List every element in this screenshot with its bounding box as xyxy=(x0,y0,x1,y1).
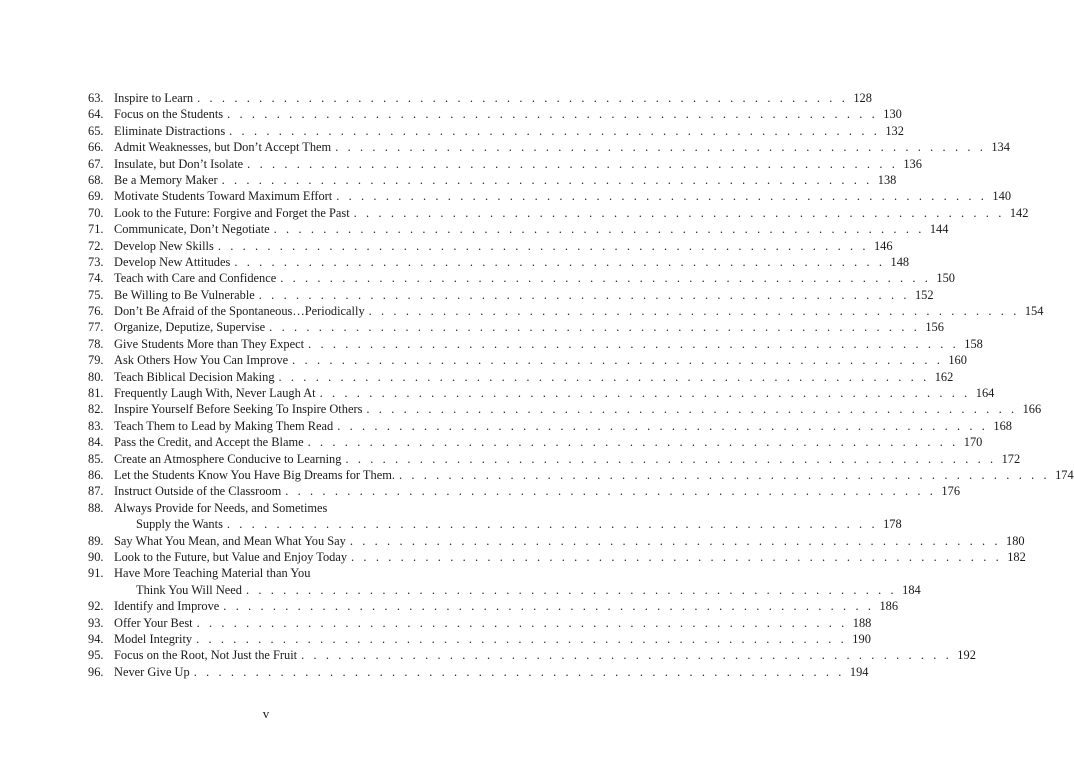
entry-number: 81. xyxy=(88,386,104,401)
dot-leader: . . . . . . . . . . . . . . . . . . . . . . . . . . . . . . . . . . . . . . . . . . . . . . . . . . . . . xyxy=(245,582,897,597)
toc-entry xyxy=(88,434,983,450)
toc-entry xyxy=(88,172,897,188)
entry-number: 86. xyxy=(88,467,104,482)
entry-number: 69. xyxy=(88,189,104,204)
dot-leader: . . . . . . . . . . . . . . . . . . . . . . . . . . . . . . . . . . . . . . . . . . . . . . . . . . . . . xyxy=(292,353,943,368)
entry-page-number: 128 xyxy=(853,91,872,105)
dot-leader: . . . . . . . . . . . . . . . . . . . . . . . . . . . . . . . . . . . . . . . . . . . . . . . . . . . . . xyxy=(226,517,878,532)
entry-number: 82. xyxy=(88,402,104,417)
entry-page-number: 158 xyxy=(964,336,983,351)
entry-number: 88. xyxy=(88,500,104,515)
toc-entry xyxy=(88,123,904,139)
toc-entry xyxy=(88,336,983,352)
entry-page-number: 168 xyxy=(993,418,1012,433)
entry-number: 65. xyxy=(88,123,104,138)
entry-number: 79. xyxy=(88,353,104,368)
dot-leader: . . . . . . . . . . . . . . . . . . . . . . . . . . . . . . . . . . . . . . . . . . . . . . . . . . . . . xyxy=(223,599,875,614)
entry-number: 72. xyxy=(88,238,104,253)
dot-leader: . . . . . . . . . . . . . . . . . . . . . . . . . . . . . . . . . . . . . . . . . . . . . . . . . . . . . xyxy=(258,287,910,302)
dot-leader: . . . . . . . . . . . . . . . . . . . . . . . . . . . . . . . . . . . . . . . . . . . . . . . . . . . . . xyxy=(197,91,848,105)
toc-entry-continuation xyxy=(88,516,902,532)
page-number: v xyxy=(262,706,270,721)
dot-leader: . . . . . . . . . . . . . . . . . . . . . . . . . . . . . . . . . . . . . . . . . . . . . . . . . . . . . xyxy=(196,631,847,646)
toc-entry xyxy=(88,106,902,122)
entry-title: Model Integrity xyxy=(114,631,193,646)
entry-title: Look to the Future, but Value and Enjoy Today xyxy=(114,549,348,564)
entry-number: 75. xyxy=(88,287,104,302)
entry-title: Offer Your Best xyxy=(114,615,193,630)
toc-entry xyxy=(88,221,949,237)
toc-entry xyxy=(88,352,967,368)
entry-title: Inspire to Learn xyxy=(114,91,194,105)
entry-number: 70. xyxy=(88,205,104,220)
entry-number: 80. xyxy=(88,369,104,384)
entry-page-number: 136 xyxy=(903,156,922,171)
dot-leader: . . . . . . . . . . . . . . . . . . . . . . . . . . . . . . . . . . . . . . . . . . . . . . . . . . . . . xyxy=(368,304,1020,319)
entry-number: 78. xyxy=(88,336,104,351)
dot-leader: . . . . . . . . . . . . . . . . . . . . . . . . . . . . . . . . . . . . . . . . . . . . . . . . . . . . . xyxy=(337,418,988,433)
entry-title: Frequently Laugh With, Never Laugh At xyxy=(114,386,316,401)
dot-leader: . . . . . . . . . . . . . . . . . . . . . . . . . . . . . . . . . . . . . . . . . . . . . . . . . . . . . xyxy=(398,467,1050,482)
entry-title: Don’t Be Afraid of the Spontaneous…Periodically xyxy=(114,304,365,319)
entry-page-number: 144 xyxy=(929,222,949,237)
entry-page-number: 188 xyxy=(852,615,872,630)
entry-title: Be a Memory Maker xyxy=(114,172,218,187)
toc-entry xyxy=(88,500,454,516)
dot-leader: . . . . . . . . . . . . . . . . . . . . . . . . . . . . . . . . . . . . . . . . . . . . . . . . . . . . . xyxy=(353,205,1005,220)
entry-title: Teach Them to Lead by Making Them Read xyxy=(114,418,334,433)
dot-leader: . . . . . . . . . . . . . . . . . . . . . . . . . . . . . . . . . . . . . . . . . . . . . . . . . . . . . xyxy=(221,172,873,187)
entry-page-number: 142 xyxy=(1009,205,1029,220)
entry-title: Ask Others How You Can Improve xyxy=(114,353,289,368)
entry-page-number: 134 xyxy=(991,140,1010,155)
toc-entry xyxy=(88,467,1074,483)
entry-page-number: 132 xyxy=(885,123,904,138)
toc-entry xyxy=(88,205,1029,221)
dot-leader: . . . . . . . . . . . . . . . . . . . . . . . . . . . . . . . . . . . . . . . . . . . . . . . . . . . . . xyxy=(193,664,845,679)
entry-page-number: 150 xyxy=(936,271,955,286)
entry-page-number: 154 xyxy=(1024,304,1044,319)
toc-entry xyxy=(88,319,944,335)
entry-title: Instruct Outside of the Classroom xyxy=(114,484,282,499)
entry-title: Identify and Improve xyxy=(114,599,220,614)
toc-entry xyxy=(88,401,1042,417)
entry-page-number: 152 xyxy=(914,287,934,302)
toc-entry xyxy=(88,287,934,303)
entry-number: 92. xyxy=(88,599,104,614)
entry-page-number: 156 xyxy=(925,320,944,335)
entry-title: Always Provide for Needs, and Sometimes xyxy=(114,500,328,515)
entry-number: 68. xyxy=(88,172,104,187)
dot-leader: . . . . . . . . . . . . . . . . . . . . . . . . . . . . . . . . . . . . . . . . . . . . . . . . . . . . . xyxy=(234,254,886,269)
entry-number: 93. xyxy=(88,615,104,630)
entry-page-number: 162 xyxy=(934,369,954,384)
dot-leader: . . . . . . . . . . . . . . . . . . . . . . . . . . . . . . . . . . . . . . . . . . . . . . . . . . . . . xyxy=(345,451,997,466)
entry-page-number: 148 xyxy=(890,254,910,269)
entry-number: 91. xyxy=(88,566,104,581)
entry-number: 85. xyxy=(88,451,104,466)
dot-leader: . . . . . . . . . . . . . . . . . . . . . . . . . . . . . . . . . . . . . . . . . . . . . . . . . . . . . xyxy=(319,386,971,401)
entry-title: Let the Students Know You Have Big Dreams for Them. xyxy=(114,467,395,482)
toc-entry xyxy=(88,156,922,172)
dot-leader: . . . . . . . . . . . . . . . . . . . . . . . . . . . . . . . . . . . . . . . . . . . . . . . . . . . . . xyxy=(278,369,930,384)
dot-leader: . . . . . . . . . . . . . . . . . . . . . . . . . . . . . . . . . . . . . . . . . . . . . . . . . . . . . xyxy=(227,107,878,122)
toc-entry xyxy=(88,565,454,581)
dot-leader: . . . . . . . . . . . . . . . . . . . . . . . . . . . . . . . . . . . . . . . . . . . . . . . . . . . . . xyxy=(269,320,920,335)
entry-number: 95. xyxy=(88,648,104,663)
toc-entry-continuation xyxy=(88,582,921,598)
dot-leader: . . . . . . . . . . . . . . . . . . . . . . . . . . . . . . . . . . . . . . . . . . . . . . . . . . . . . xyxy=(301,648,952,663)
entry-number: 76. xyxy=(88,304,104,319)
toc-entry xyxy=(88,483,961,499)
entry-title: Pass the Credit, and Accept the Blame xyxy=(114,435,304,450)
entry-title: Insulate, but Don’t Isolate xyxy=(114,156,244,171)
entry-page-number: 176 xyxy=(941,484,961,499)
entry-title: Develop New Skills xyxy=(114,238,214,253)
entry-title: Develop New Attitudes xyxy=(114,254,231,269)
entry-number: 71. xyxy=(88,222,104,237)
toc-entry xyxy=(88,188,1012,204)
entry-number: 66. xyxy=(88,140,104,155)
toc-entry xyxy=(88,385,995,401)
entry-number: 90. xyxy=(88,549,104,564)
entry-title: Say What You Mean, and Mean What You Say xyxy=(114,533,346,548)
toc-entry xyxy=(88,270,955,286)
entry-title: Teach Biblical Decision Making xyxy=(114,369,275,384)
entry-page-number: 140 xyxy=(992,189,1012,204)
entry-page-number: 172 xyxy=(1001,451,1021,466)
entry-page-number: 174 xyxy=(1055,467,1074,482)
dot-leader: . . . . . . . . . . . . . . . . . . . . . . . . . . . . . . . . . . . . . . . . . . . . . . . . . . . . . xyxy=(335,140,986,155)
entry-page-number: 192 xyxy=(957,648,976,663)
entry-title-continuation: Think You Will Need xyxy=(136,582,242,597)
entry-title: Give Students More than They Expect xyxy=(114,336,305,351)
dot-leader: . . . . . . . . . . . . . . . . . . . . . . . . . . . . . . . . . . . . . . . . . . . . . . . . . . . . . xyxy=(247,156,898,171)
entry-title: Look to the Future: Forgive and Forget the Past xyxy=(114,205,350,220)
entry-page-number: 186 xyxy=(879,599,899,614)
dot-leader: . . . . . . . . . . . . . . . . . . . . . . . . . . . . . . . . . . . . . . . . . . . . . . . . . . . . . xyxy=(273,222,925,237)
entry-number: 67. xyxy=(88,156,104,171)
entry-page-number: 138 xyxy=(877,172,897,187)
entry-number: 89. xyxy=(88,533,104,548)
entry-page-number: 190 xyxy=(852,631,871,646)
entry-number: 87. xyxy=(88,484,104,499)
entry-title: Motivate Students Toward Maximum Effort xyxy=(114,189,333,204)
entry-title: Communicate, Don’t Negotiate xyxy=(114,222,270,237)
entry-number: 64. xyxy=(88,107,104,122)
toc-entry xyxy=(88,664,869,680)
entry-title: Create an Atmosphere Conducive to Learning xyxy=(114,451,342,466)
entry-title: Never Give Up xyxy=(114,664,190,679)
entry-page-number: 178 xyxy=(883,517,902,532)
dot-leader: . . . . . . . . . . . . . . . . . . . . . . . . . . . . . . . . . . . . . . . . . . . . . . . . . . . . . xyxy=(366,402,1018,417)
entry-title: Teach with Care and Confidence xyxy=(114,271,277,286)
entry-number: 77. xyxy=(88,320,104,335)
entry-number: 83. xyxy=(88,418,104,433)
toc-entry xyxy=(88,369,954,385)
toc-entry xyxy=(88,647,976,663)
entry-title: Admit Weaknesses, but Don’t Accept Them xyxy=(114,140,332,155)
entry-page-number: 182 xyxy=(1007,549,1026,564)
toc-entry xyxy=(88,631,871,647)
dot-leader: . . . . . . . . . . . . . . . . . . . . . . . . . . . . . . . . . . . . . . . . . . . . . . . . . . . . . xyxy=(349,533,1001,548)
dot-leader: . . . . . . . . . . . . . . . . . . . . . . . . . . . . . . . . . . . . . . . . . . . . . . . . . . . . . xyxy=(351,549,1002,564)
dot-leader: . . . . . . . . . . . . . . . . . . . . . . . . . . . . . . . . . . . . . . . . . . . . . . . . . . . . . xyxy=(308,336,959,351)
entry-title-continuation: Supply the Wants xyxy=(136,517,223,532)
entry-page-number: 170 xyxy=(963,435,983,450)
dot-leader: . . . . . . . . . . . . . . . . . . . . . . . . . . . . . . . . . . . . . . . . . . . . . . . . . . . . . xyxy=(280,271,931,286)
dot-leader: . . . . . . . . . . . . . . . . . . . . . . . . . . . . . . . . . . . . . . . . . . . . . . . . . . . . . xyxy=(196,615,848,630)
entry-number: 84. xyxy=(88,435,104,450)
entry-number: 94. xyxy=(88,631,104,646)
entry-number: 74. xyxy=(88,271,104,286)
entry-title: Have More Teaching Material than You xyxy=(114,566,311,581)
entry-page-number: 130 xyxy=(883,107,902,122)
toc-entry xyxy=(88,533,1025,549)
entry-title: Inspire Yourself Before Seeking To Inspire Others xyxy=(114,402,363,417)
entry-number: 63. xyxy=(88,91,104,105)
entry-page-number: 180 xyxy=(1006,533,1025,548)
dot-leader: . . . . . . . . . . . . . . . . . . . . . . . . . . . . . . . . . . . . . . . . . . . . . . . . . . . . . xyxy=(285,484,937,499)
entry-page-number: 164 xyxy=(975,386,995,401)
toc-entry xyxy=(88,549,1026,565)
toc-entry xyxy=(88,139,1010,155)
toc-entry xyxy=(88,451,1021,467)
dot-leader: . . . . . . . . . . . . . . . . . . . . . . . . . . . . . . . . . . . . . . . . . . . . . . . . . . . . . xyxy=(217,238,869,253)
entry-page-number: 160 xyxy=(948,353,967,368)
table-of-contents xyxy=(88,90,1074,680)
dot-leader: . . . . . . . . . . . . . . . . . . . . . . . . . . . . . . . . . . . . . . . . . . . . . . . . . . . . . xyxy=(307,435,959,450)
entry-number: 96. xyxy=(88,664,104,679)
entry-title: Focus on the Students xyxy=(114,107,224,122)
entry-number: 73. xyxy=(88,254,104,269)
toc-entry xyxy=(88,598,899,614)
toc-entry xyxy=(88,254,910,270)
entry-page-number: 184 xyxy=(902,582,921,597)
entry-title: Organize, Deputize, Supervise xyxy=(114,320,266,335)
toc-entry xyxy=(88,238,893,254)
entry-page-number: 166 xyxy=(1022,402,1042,417)
toc-entry xyxy=(88,615,872,631)
entry-title: Be Willing to Be Vulnerable xyxy=(114,287,255,302)
entry-title: Focus on the Root, Not Just the Fruit xyxy=(114,648,298,663)
toc-entry xyxy=(88,303,1044,319)
entry-page-number: 194 xyxy=(849,664,869,679)
toc-entry xyxy=(88,418,1012,434)
dot-leader: . . . . . . . . . . . . . . . . . . . . . . . . . . . . . . . . . . . . . . . . . . . . . . . . . . . . . xyxy=(336,189,988,204)
entry-page-number: 146 xyxy=(873,238,893,253)
toc-entry xyxy=(88,90,872,106)
dot-leader: . . . . . . . . . . . . . . . . . . . . . . . . . . . . . . . . . . . . . . . . . . . . . . . . . . . . . xyxy=(229,123,880,138)
entry-title: Eliminate Distractions xyxy=(114,123,226,138)
